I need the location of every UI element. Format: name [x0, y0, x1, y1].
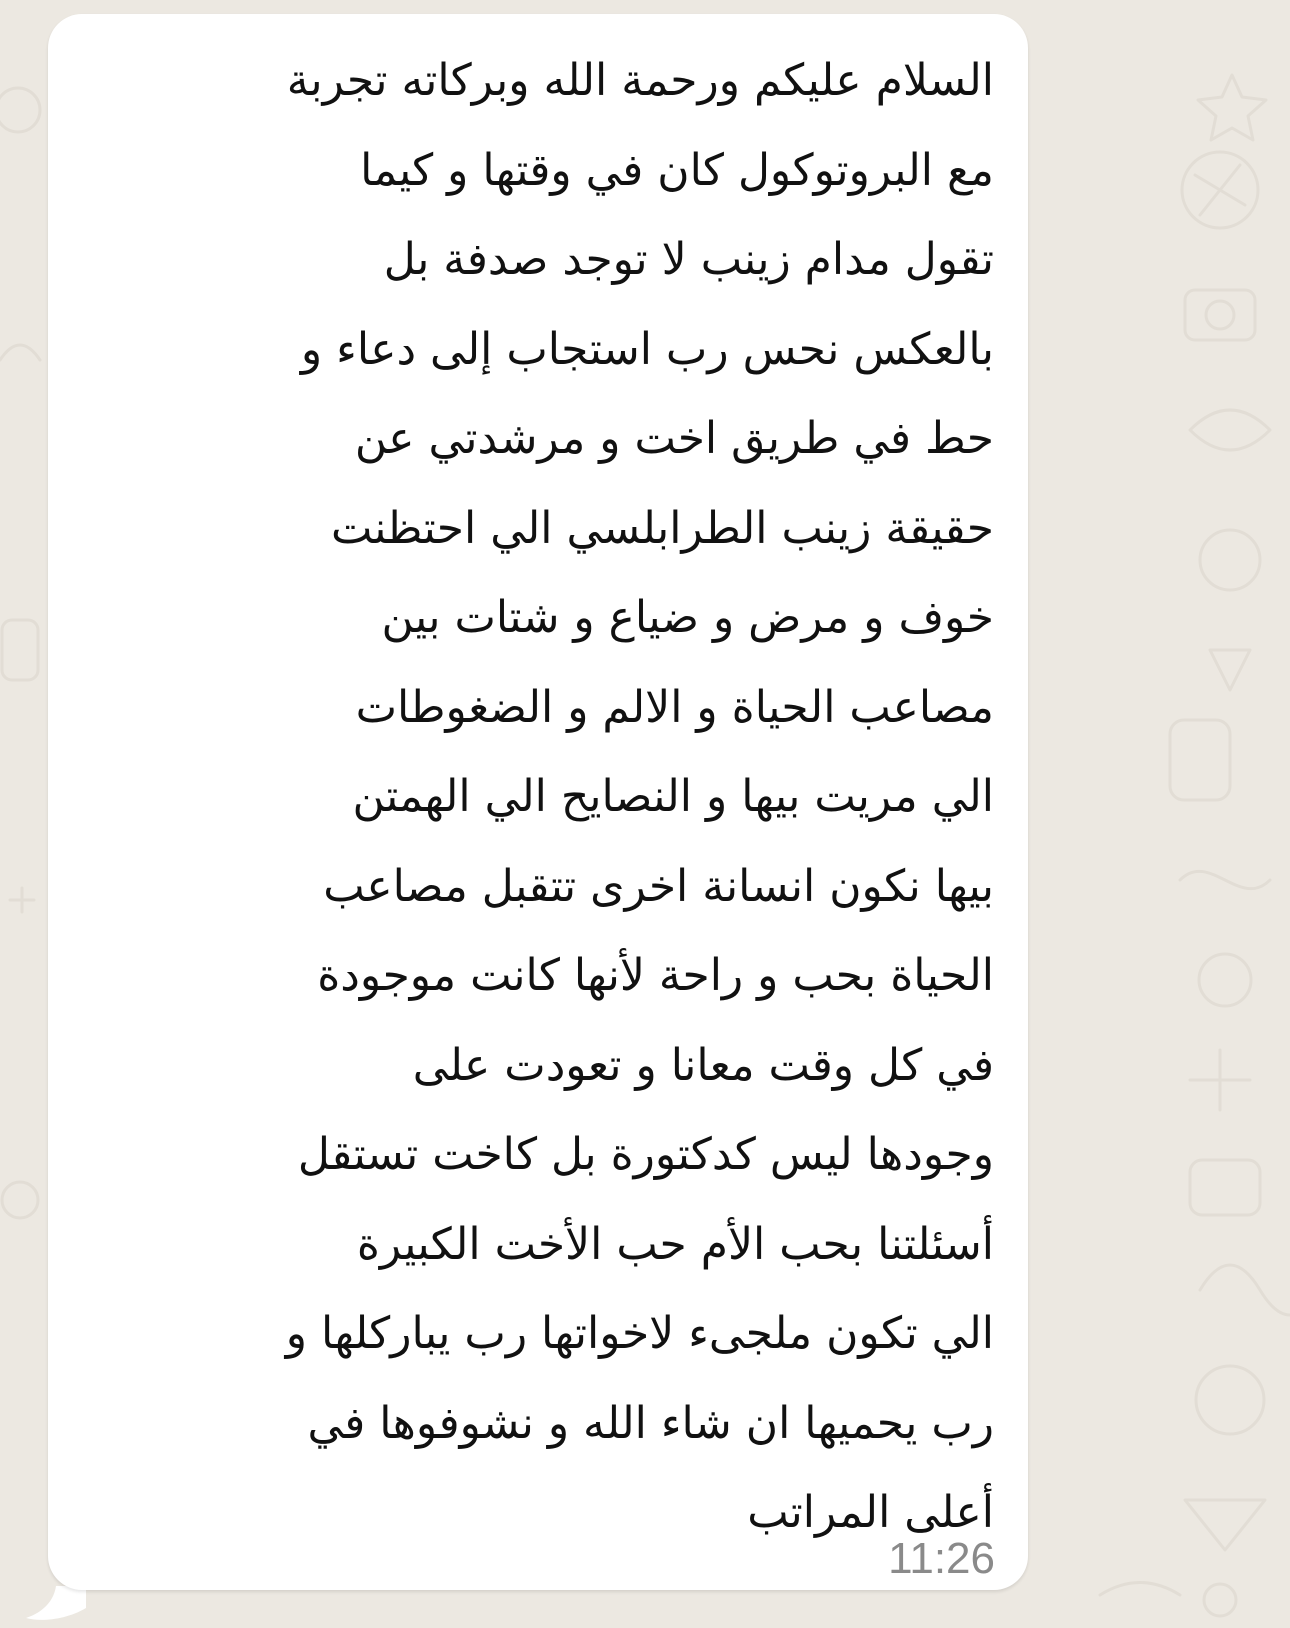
- message-line: الحياة بحب و راحة لأنها كانت موجودة: [317, 950, 994, 1001]
- message-line: بيها نكون انسانة اخرى تتقبل مصاعب: [323, 860, 994, 912]
- message-line: خوف و مرض و ضياع و شتات بين: [381, 592, 994, 643]
- message-line: رب يحميها ان شاء الله و نشوفوها في: [307, 1397, 994, 1449]
- message-line: حط في طريق اخت و مرشدتي عن: [354, 413, 994, 464]
- message-line: أسئلتنا بحب الأم حب الأخت الكبيرة: [356, 1218, 994, 1270]
- message-line: وجودها ليس كدكتورة بل كاخت تستقل: [297, 1129, 994, 1180]
- bubble-tail: [26, 1586, 86, 1622]
- message-line: مع البروتوكول كان في وقتها و كيما: [360, 144, 994, 196]
- message-line: أعلى المراتب: [747, 1487, 994, 1538]
- message-line: حقيقة زينب الطرابلسي الي احتظنت: [330, 502, 994, 554]
- message-text: [74, 36, 994, 1558]
- message-line: السلام عليكم ورحمة الله وبركاته تجربة: [286, 55, 994, 106]
- message-timestamp: 11:26: [888, 1534, 995, 1583]
- message-line: تقول مدام زينب لا توجد صدفة بل: [383, 234, 994, 285]
- message-line: بالعكس نحس رب استجاب إلى دعاء و: [300, 323, 994, 375]
- message-line: الي مريت بيها و النصايح الي الهمتن: [352, 771, 994, 822]
- message-line: مصاعب الحياة و الالم و الضغوطات: [355, 681, 994, 733]
- message-line: في كل وقت معانا و تعودت على: [412, 1039, 994, 1091]
- message-line: الي تكون ملجىء لاخواتها رب يباركلها و: [285, 1308, 994, 1359]
